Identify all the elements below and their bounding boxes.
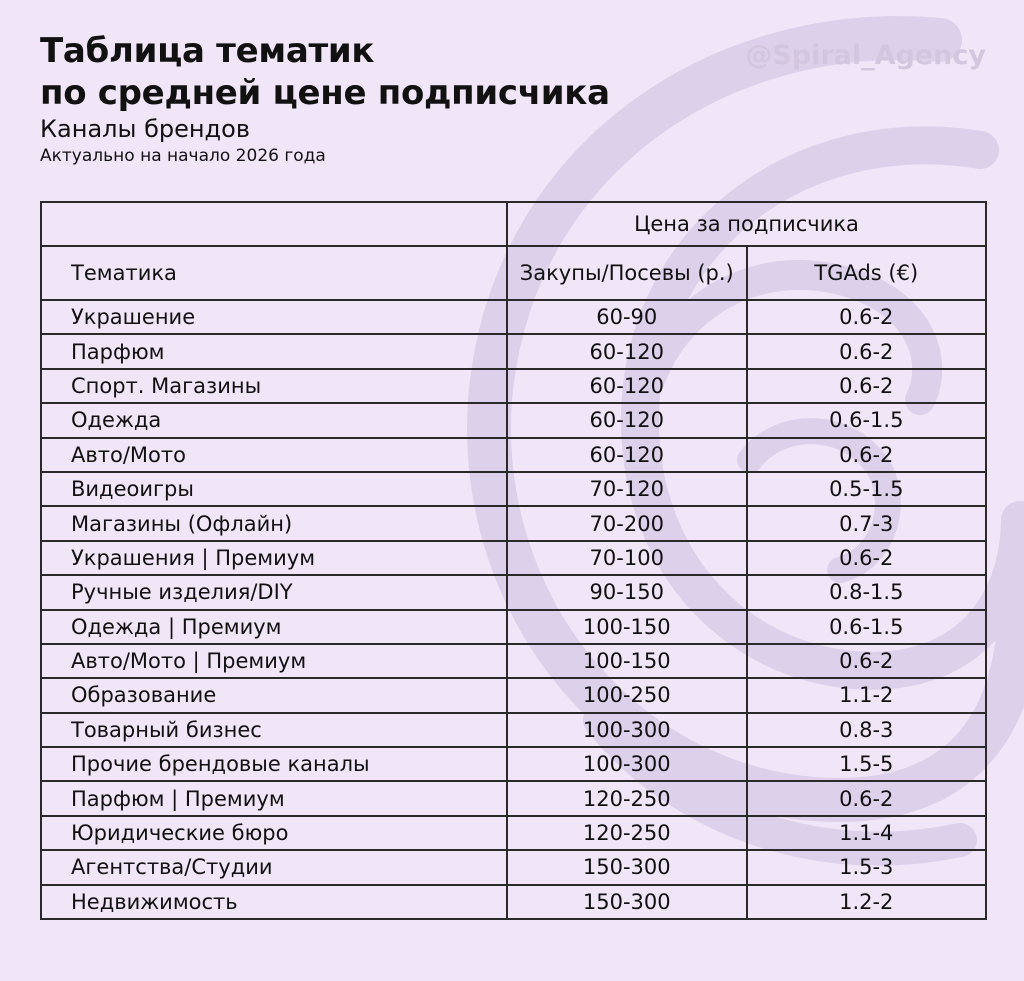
cell-price: 100-300 <box>507 747 747 781</box>
cell-tgads: 0.6-2 <box>747 541 987 575</box>
cell-tgads: 0.6-2 <box>747 781 987 815</box>
empty-corner-cell <box>41 202 507 246</box>
cell-topic: Видеоигры <box>41 472 507 506</box>
page-header <box>40 30 610 168</box>
page-subtitle: Каналы брендов <box>40 115 250 143</box>
column-header-tgads: TGAds (€) <box>747 246 987 300</box>
cell-topic: Магазины (Офлайн) <box>41 506 507 540</box>
table-row <box>41 644 986 678</box>
cell-price: 70-200 <box>507 506 747 540</box>
cell-topic: Юридические бюро <box>41 816 507 850</box>
table-row <box>41 850 986 884</box>
table-row <box>41 816 986 850</box>
cell-topic: Образование <box>41 678 507 712</box>
column-header-topic: Тематика <box>41 246 507 300</box>
page-title-line-1: Таблица тематик <box>40 31 375 71</box>
cell-topic: Спорт. Магазины <box>41 369 507 403</box>
table-row <box>41 678 986 712</box>
cell-tgads: 0.8-3 <box>747 713 987 747</box>
cell-topic: Агентства/Студии <box>41 850 507 884</box>
cell-topic: Недвижимость <box>41 885 507 919</box>
cell-tgads: 0.6-2 <box>747 369 987 403</box>
cell-price: 60-120 <box>507 369 747 403</box>
watermark-handle: @Spiral_Agency <box>745 40 986 71</box>
cell-topic: Авто/Мото | Премиум <box>41 644 507 678</box>
cell-tgads: 0.6-1.5 <box>747 610 987 644</box>
cell-price: 100-250 <box>507 678 747 712</box>
table-row <box>41 334 986 368</box>
cell-tgads: 1.5-5 <box>747 747 987 781</box>
cell-topic: Одежда <box>41 403 507 437</box>
cell-price: 100-300 <box>507 713 747 747</box>
cell-price: 60-90 <box>507 300 747 334</box>
table-row <box>41 610 986 644</box>
table-row <box>41 781 986 815</box>
table-row <box>41 506 986 540</box>
cell-topic: Парфюм | Премиум <box>41 781 507 815</box>
table-row <box>41 747 986 781</box>
cell-price: 100-150 <box>507 644 747 678</box>
cell-price: 150-300 <box>507 850 747 884</box>
cell-tgads: 1.5-3 <box>747 850 987 884</box>
table-body <box>41 300 986 919</box>
cell-tgads: 1.1-2 <box>747 678 987 712</box>
cell-price: 70-120 <box>507 472 747 506</box>
cell-tgads: 0.7-3 <box>747 506 987 540</box>
cell-tgads: 0.6-2 <box>747 300 987 334</box>
cell-tgads: 0.8-1.5 <box>747 575 987 609</box>
cell-topic: Ручные изделия/DIY <box>41 575 507 609</box>
cell-price: 100-150 <box>507 610 747 644</box>
cell-tgads: 0.5-1.5 <box>747 472 987 506</box>
table-row <box>41 438 986 472</box>
date-note: Актуально на начало 2026 года <box>40 146 326 166</box>
cell-tgads: 0.6-1.5 <box>747 403 987 437</box>
price-table <box>40 201 987 920</box>
cell-price: 120-250 <box>507 781 747 815</box>
table-row <box>41 541 986 575</box>
table-row <box>41 403 986 437</box>
cell-topic: Прочие брендовые каналы <box>41 747 507 781</box>
cell-price: 60-120 <box>507 438 747 472</box>
cell-price: 60-120 <box>507 334 747 368</box>
table-row <box>41 713 986 747</box>
cell-topic: Авто/Мото <box>41 438 507 472</box>
table-row <box>41 300 986 334</box>
cell-topic: Товарный бизнес <box>41 713 507 747</box>
cell-topic: Одежда | Премиум <box>41 610 507 644</box>
cell-price: 120-250 <box>507 816 747 850</box>
cell-tgads: 1.1-4 <box>747 816 987 850</box>
cell-tgads: 1.2-2 <box>747 885 987 919</box>
cell-topic: Парфюм <box>41 334 507 368</box>
table-row <box>41 369 986 403</box>
cell-tgads: 0.6-2 <box>747 438 987 472</box>
table-row <box>41 885 986 919</box>
cell-price: 150-300 <box>507 885 747 919</box>
table-row <box>41 575 986 609</box>
cell-tgads: 0.6-2 <box>747 334 987 368</box>
cell-topic: Украшения | Премиум <box>41 541 507 575</box>
cell-tgads: 0.6-2 <box>747 644 987 678</box>
page-title-line-2: по средней цене подписчика <box>40 73 610 113</box>
cell-price: 60-120 <box>507 403 747 437</box>
cell-topic: Украшение <box>41 300 507 334</box>
table-row <box>41 472 986 506</box>
group-header-price: Цена за подписчика <box>507 202 986 246</box>
cell-price: 90-150 <box>507 575 747 609</box>
column-header-price: Закупы/Посевы (р.) <box>507 246 747 300</box>
cell-price: 70-100 <box>507 541 747 575</box>
